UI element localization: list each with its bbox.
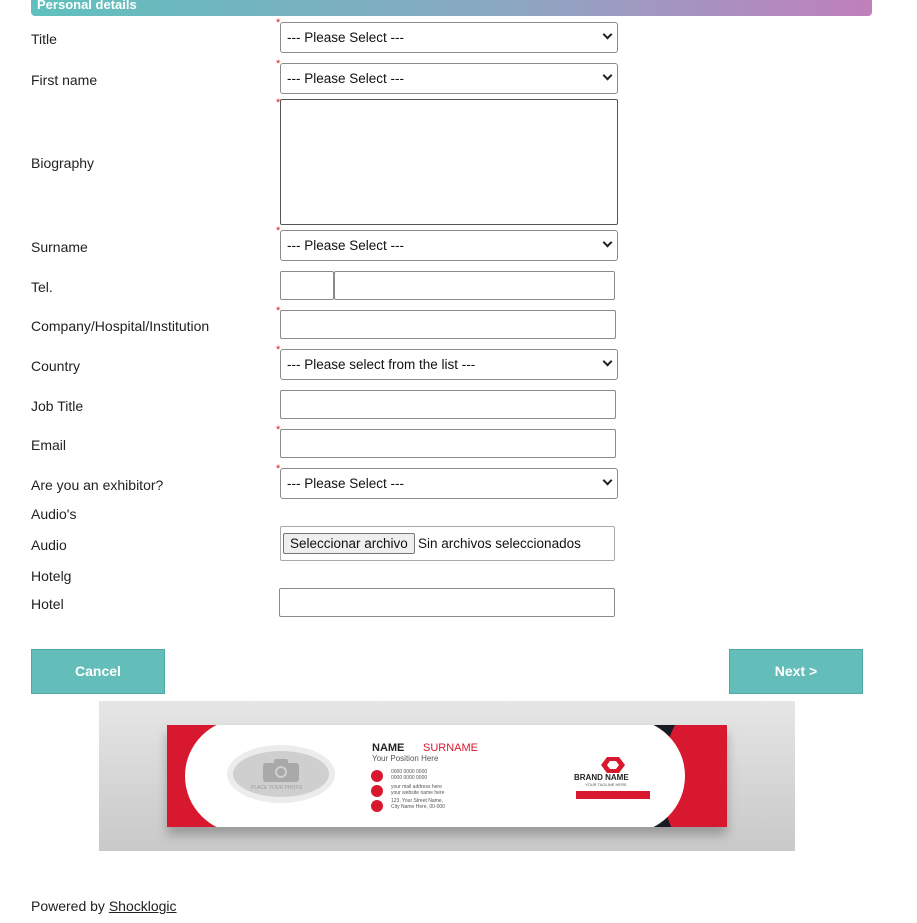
first-name-select[interactable] [280, 63, 618, 94]
footer [31, 898, 177, 914]
email-input[interactable] [280, 429, 616, 458]
file-status-text: Sin archivos seleccionados [418, 536, 581, 551]
next-button[interactable]: Next > [729, 649, 863, 694]
shocklogic-link[interactable]: Shocklogic [108, 898, 177, 914]
audio-file-input[interactable] [280, 526, 615, 561]
first-name-label: First name [31, 72, 98, 88]
hotel-input[interactable] [279, 588, 615, 617]
title-select-value: --- Please Select --- [287, 30, 405, 45]
chevron-down-icon [603, 238, 613, 248]
photo-placeholder-text: PLACE YOUR PHOTO [251, 785, 303, 791]
exhibitor-select-value: --- Please Select --- [287, 476, 405, 491]
tel-label: Tel. [31, 279, 53, 295]
chevron-down-icon [603, 71, 613, 81]
chevron-down-icon [603, 30, 613, 40]
cancel-button[interactable]: Cancel [31, 649, 165, 694]
title-select[interactable] [280, 22, 618, 53]
biography-label: Biography [31, 155, 95, 171]
country-select[interactable] [280, 349, 618, 380]
surname-select[interactable] [280, 230, 618, 261]
required-marker: * [276, 463, 281, 475]
card-website: your website name here [391, 790, 445, 796]
card-phone-2: 0000 0000 0000 [391, 775, 428, 781]
card-position: Your Position Here [372, 754, 439, 763]
card-surname: SURNAME [423, 742, 479, 754]
banner-image [99, 701, 795, 851]
tel-code-input[interactable] [280, 271, 334, 300]
location-icon [371, 800, 383, 812]
required-marker: * [276, 97, 281, 109]
required-marker: * [276, 58, 281, 70]
country-select-value: --- Please select from the list --- [287, 357, 476, 372]
card-address: 123, Your Street Name, [391, 798, 443, 804]
brand-logo-icon [601, 757, 625, 773]
brand-bar [576, 791, 650, 799]
biography-textarea[interactable] [280, 99, 618, 225]
surname-select-value: --- Please Select --- [287, 238, 405, 253]
required-marker: * [276, 225, 281, 237]
card-phone: 0000 0000 0000 [391, 769, 428, 775]
section-title: Personal details [37, 0, 137, 12]
card-city: City Name Here, 00-000 [391, 804, 445, 810]
required-marker: * [276, 424, 281, 436]
photo-placeholder [227, 745, 335, 803]
section-header [31, 0, 872, 16]
camera-icon [261, 757, 301, 783]
company-input[interactable] [280, 310, 616, 339]
business-card [167, 725, 727, 827]
hotel-heading: Hotelg [31, 568, 72, 584]
audio-label: Audio [31, 537, 67, 553]
tel-number-input[interactable] [334, 271, 615, 300]
chevron-down-icon [603, 476, 613, 486]
phone-icon [371, 770, 383, 782]
required-marker: * [276, 305, 281, 317]
required-marker: * [276, 344, 281, 356]
hotel-label: Hotel [31, 596, 64, 612]
exhibitor-select[interactable] [280, 468, 618, 499]
company-label: Company/Hospital/Institution [31, 318, 210, 334]
audios-heading: Audio's [31, 506, 77, 522]
choose-file-button[interactable]: Seleccionar archivo [283, 533, 415, 554]
card-brand: BRAND NAME [574, 773, 629, 782]
card-name: NAME [372, 742, 405, 754]
surname-label: Surname [31, 239, 88, 255]
required-marker: * [276, 17, 281, 29]
card-tagline: YOUR TAGLINE HERE [585, 782, 627, 787]
mail-icon [371, 785, 383, 797]
email-label: Email [31, 437, 67, 453]
title-label: Title [31, 31, 57, 47]
job-title-input[interactable] [280, 390, 616, 419]
exhibitor-label: Are you an exhibitor? [31, 477, 164, 493]
job-title-label: Job Title [31, 398, 84, 414]
country-label: Country [31, 358, 81, 374]
footer-prefix: Powered by [31, 898, 105, 914]
first-name-select-value: --- Please Select --- [287, 71, 405, 86]
chevron-down-icon [603, 357, 613, 367]
card-email: your mail address here [391, 784, 442, 790]
